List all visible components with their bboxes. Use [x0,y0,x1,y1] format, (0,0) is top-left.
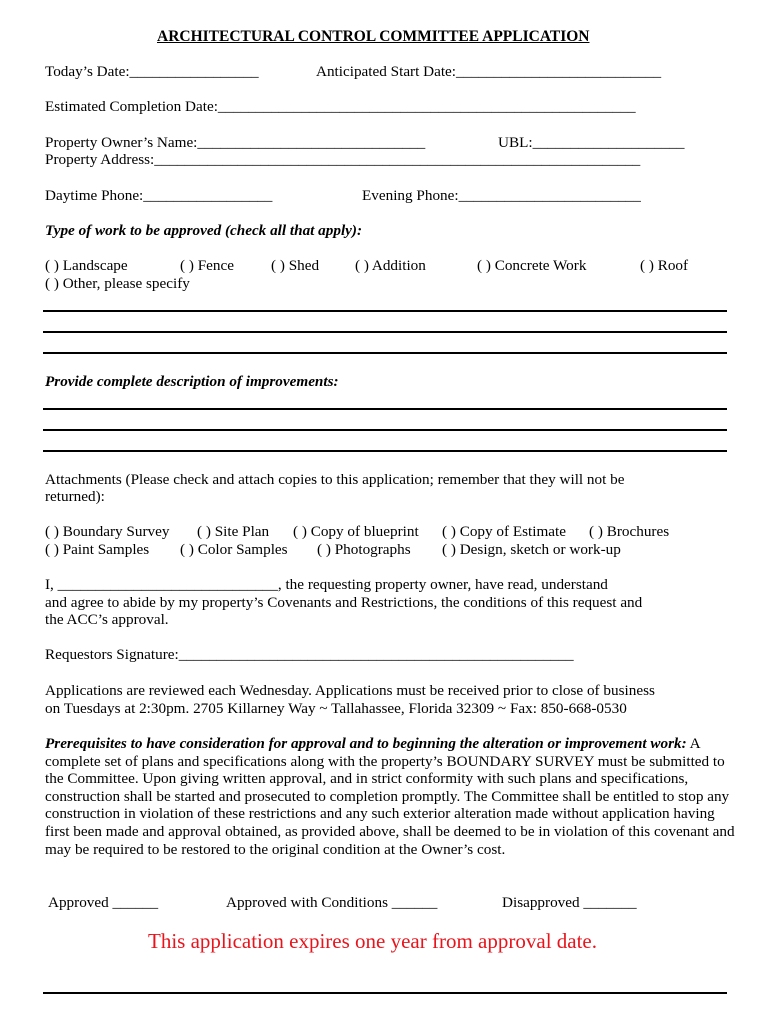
description-line-1[interactable] [43,408,727,410]
checkbox-shed[interactable]: ( ) Shed [271,257,320,274]
checkbox-concrete-work[interactable]: ( ) Concrete Work [477,257,587,274]
checkbox-addition[interactable]: ( ) Addition [355,257,426,274]
form-title: ARCHITECTURAL CONTROL COMMITTEE APPLICATION [157,28,590,45]
prerequisites-text: A complete set of plans and specifications along with the property’s BOUNDARY SURVEY must be submitted to the Committee. Upon giving written approval, and in strict conformity with such plans and specifications, construction shall be started and prosecuted to completion promptly. The Committee shall be entitled to stop any construction in violation of these restrictions and any such exterior alteration made without application having first been made and approval obtained, as provided above, shall be deemed to be in violation of this covenant and may be required to be restored to the original condition at the Owner’s cost. [45,735,735,858]
anticipated-start-date-field[interactable]: Anticipated Start Date:___________________________ [316,63,662,80]
review-info-line-2: on Tuesdays at 2:30pm. 2705 Killarney Way ~ Tallahassee, Florida 32309 ~ Fax: 850-668-0530 [45,700,627,717]
checkbox-color-samples[interactable]: ( ) Color Samples [180,541,288,558]
approved-with-conditions-field[interactable]: Approved with Conditions ______ [226,894,438,911]
checkbox-brochures[interactable]: ( ) Brochures [589,523,670,540]
evening-phone-field[interactable]: Evening Phone:________________________ [362,187,641,204]
work-type-heading: Type of work to be approved (check all that apply): [45,222,363,239]
property-address-field[interactable]: Property Address:________________________________________________________________ [45,151,641,168]
checkbox-site-plan[interactable]: ( ) Site Plan [197,523,270,540]
todays-date-field[interactable]: Today’s Date:_________________ [45,63,259,80]
agreement-line-3: the ACC’s approval. [45,611,169,628]
prerequisites-paragraph [45,735,735,858]
work-specify-line-1[interactable] [43,310,727,312]
checkbox-copy-of-estimate[interactable]: ( ) Copy of Estimate [442,523,567,540]
work-specify-line-2[interactable] [43,331,727,333]
checkbox-design-sketch[interactable]: ( ) Design, sketch or work-up [442,541,621,558]
work-specify-line-3[interactable] [43,352,727,354]
checkbox-boundary-survey[interactable]: ( ) Boundary Survey [45,523,170,540]
attachments-intro: Attachments (Please check and attach copies to this application; remember that they will not be [45,471,625,488]
agreement-line-1[interactable]: I, _____________________________, the requesting property owner, have read, understand [45,576,608,593]
footer-divider [43,992,727,994]
prerequisites-heading: Prerequisites to have consideration for approval and to beginning the alteration or improvement work: [45,735,687,752]
property-owner-name-field[interactable]: Property Owner’s Name:______________________________ [45,134,426,151]
approved-field[interactable]: Approved ______ [48,894,159,911]
checkbox-photographs[interactable]: ( ) Photographs [317,541,411,558]
checkbox-paint-samples[interactable]: ( ) Paint Samples [45,541,150,558]
review-info-line-1: Applications are reviewed each Wednesday. Applications must be received prior to close of business [45,682,655,699]
checkbox-copy-of-blueprint[interactable]: ( ) Copy of blueprint [293,523,419,540]
requestor-signature-field[interactable]: Requestors Signature:____________________________________________________ [45,646,574,663]
daytime-phone-field[interactable]: Daytime Phone:_________________ [45,187,273,204]
description-line-3[interactable] [43,450,727,452]
description-heading: Provide complete description of improvements: [45,373,339,390]
agreement-line-2: and agree to abide by my property’s Covenants and Restrictions, the conditions of this request and [45,594,643,611]
checkbox-landscape[interactable]: ( ) Landscape [45,257,128,274]
description-line-2[interactable] [43,429,727,431]
attachments-intro-cont: returned): [45,488,105,505]
disapproved-field[interactable]: Disapproved _______ [502,894,637,911]
checkbox-other[interactable]: ( ) Other, please specify [45,275,190,292]
ubl-field[interactable]: UBL:____________________ [498,134,685,151]
expiry-notice: This application expires one year from approval date. [148,929,597,953]
checkbox-roof[interactable]: ( ) Roof [640,257,689,274]
estimated-completion-date-field[interactable]: Estimated Completion Date:_______________________________________________________ [45,98,636,115]
checkbox-fence[interactable]: ( ) Fence [180,257,234,274]
